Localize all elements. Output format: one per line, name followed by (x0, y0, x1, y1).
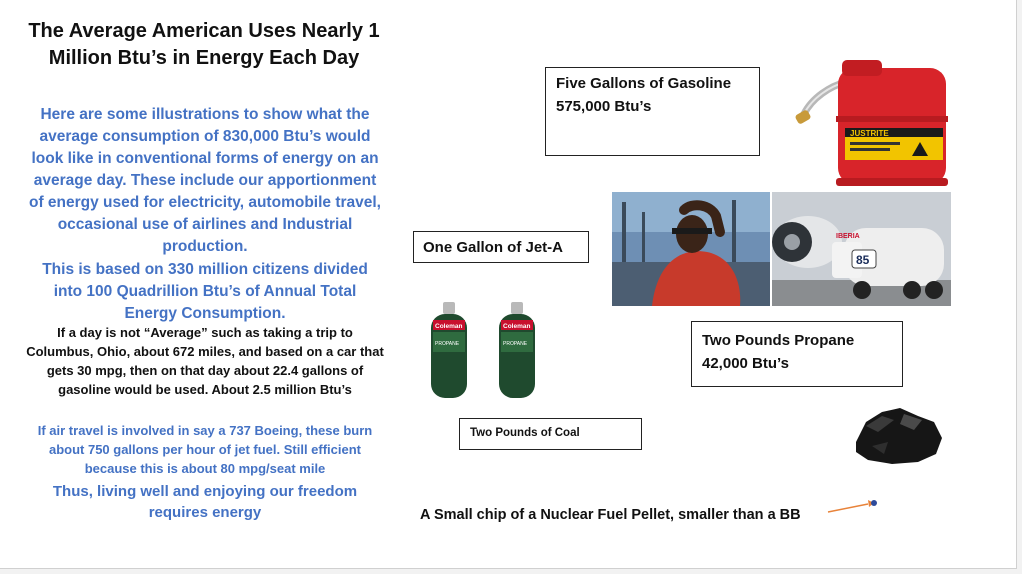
slide-title: The Average American Uses Nearly 1 Million Btu’s in Energy Each Day (28, 20, 380, 69)
gasoline-label: Five Gallons of Gasoline (556, 75, 732, 92)
propane-type-2: PROPANE (503, 341, 528, 347)
coal-image (848, 402, 946, 468)
gas-can-brand: JUSTRITE (850, 129, 889, 138)
nuclear-arrow (826, 496, 882, 516)
propane-cylinders-image (425, 302, 555, 400)
nuclear-pellet-label: A Small chip of a Nuclear Fuel Pellet, smaller than a BB (420, 507, 801, 523)
gasoline-label-box (545, 67, 760, 156)
air-travel-paragraph: If air travel is involved in say a 737 Boeing, these burn about 750 gallons per hour of jet fuel. Still efficient because this is about 80 mpg/seat mile (37, 423, 373, 476)
nuclear-pellet-dot (871, 500, 877, 506)
intro-paragraph: Here are some illustrations to show what the average consumption of 830,000 Btu’s would look like in conventional forms of energy on an average day. These include our apportionment of energy used for electricity, automobile travel, occasional use of airlines and Industrial production. (28, 106, 381, 255)
propane-brand-2: Coleman (503, 323, 531, 330)
coal-label-box (459, 418, 642, 450)
fuel-truck-airline: IBERIA (836, 233, 860, 240)
propane-type-1: PROPANE (435, 341, 460, 347)
propane-label-box (691, 321, 903, 387)
trip-paragraph: If a day is not “Average” such as taking a trip to Columbus, Ohio, about 672 miles, and based on a car that gets 30 mpg, then on that day about 22.4 gallons of gasoline would be used. About 2.5 million Btu’s (26, 325, 384, 397)
aviation-fuel-photo (612, 192, 951, 306)
gasoline-btu: 575,000 Btu’s (556, 98, 652, 115)
jet-fuel-label: One Gallon of Jet-A (423, 239, 564, 256)
propane-label: Two Pounds Propane (702, 332, 855, 349)
fuel-truck-number: 85 (856, 253, 870, 267)
basis-paragraph: This is based on 330 million citizens divided into 100 Quadrillion Btu’s of Annual Total Energy Consumption. (42, 261, 368, 322)
conclusion-paragraph: Thus, living well and enjoying our freedom requires energy (52, 483, 358, 521)
gas-can-image (790, 52, 950, 194)
propane-brand-1: Coleman (435, 323, 463, 330)
propane-btu: 42,000 Btu’s (702, 355, 789, 372)
jet-fuel-label-box (413, 231, 589, 263)
coal-label: Two Pounds of Coal (470, 427, 580, 439)
